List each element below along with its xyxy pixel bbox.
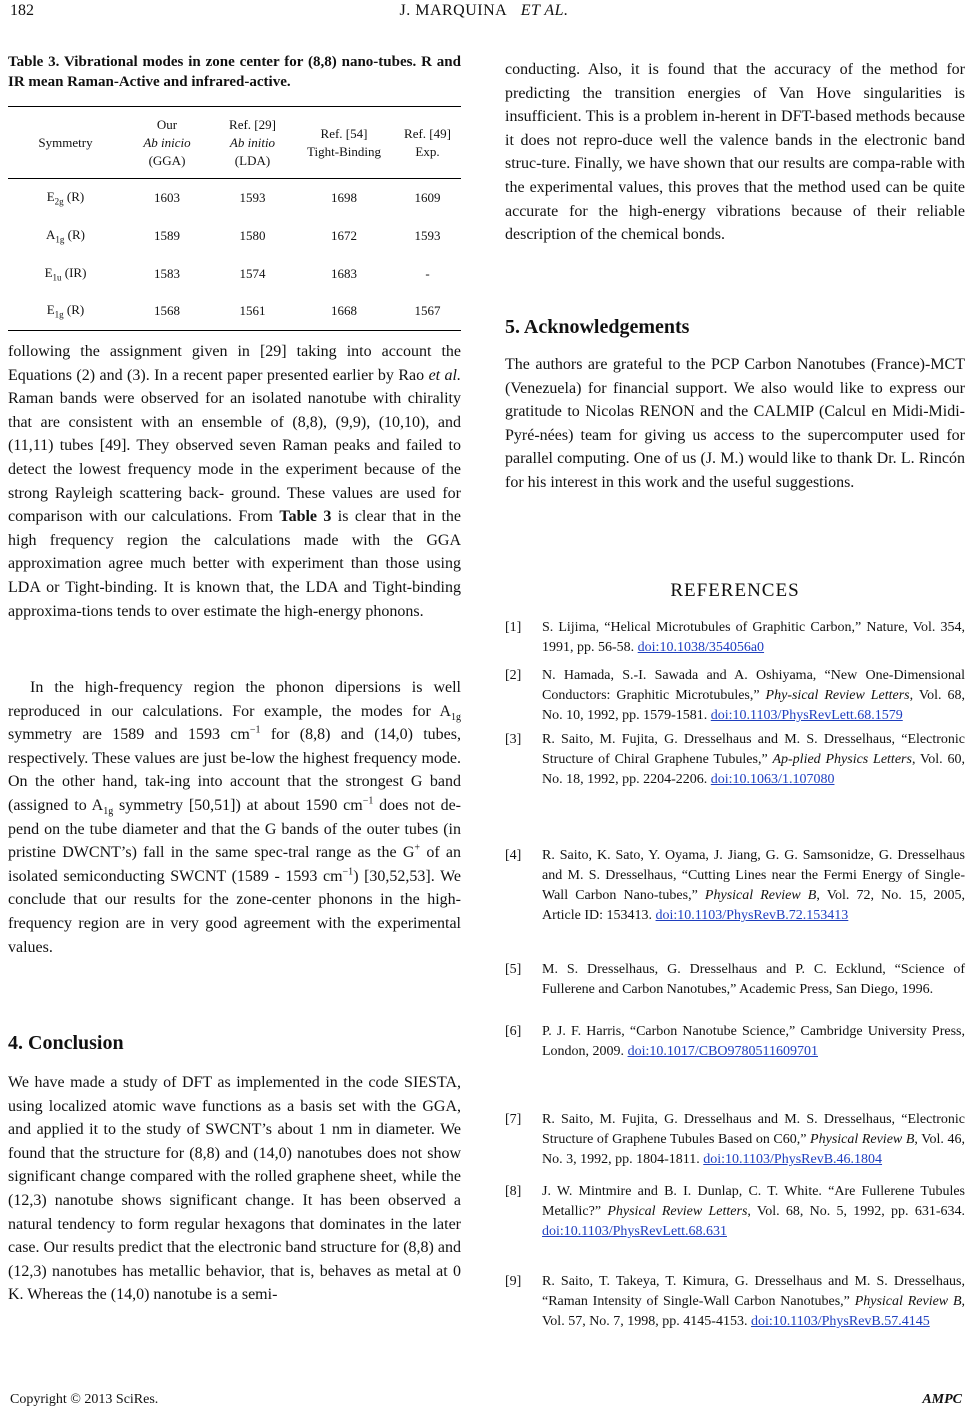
- body-paragraph-continued: conducting. Also, it is found that the accuracy of the method for predicting the transition energies of Van Hove singularities is insufficient. This is a problem in-herent in DFT-based methods because it does not repro-duce well the valence bands in the electronic band struc-ture. Finally, we have shown that our results are compa-rable with the experimental values, this proves that the method used can be quite accurate for the high-energy vibrations because of their reliable description of the chemical bonds.: [505, 61, 965, 244]
- doi-link[interactable]: doi:10.1063/1.107080: [710, 772, 835, 787]
- vibrational-modes-table: [8, 106, 461, 331]
- cell-our: 1603: [154, 189, 180, 205]
- table-row: [8, 179, 461, 217]
- table-row: [8, 293, 461, 331]
- table-row: [8, 217, 461, 255]
- cell-ref49: 1593: [414, 227, 441, 243]
- running-head-etal: ET AL.: [520, 2, 569, 19]
- page-number: 182: [10, 2, 34, 19]
- doi-link[interactable]: doi:10.1103/PhysRevB.72.153413: [655, 908, 849, 923]
- cell-ref54: 1683: [331, 265, 357, 281]
- cell-ref54: 1672: [331, 227, 357, 243]
- cell-ref29: 1574: [239, 265, 266, 281]
- conclusion-heading: 4. Conclusion: [8, 1032, 124, 1054]
- header-symmetry: Symmetry: [38, 134, 93, 150]
- cell-ref49: 1567: [414, 303, 441, 319]
- table-header-row: [8, 107, 461, 179]
- table-caption: Table 3. Vibrational modes in zone center for (8,8) nano-tubes. R and IR mean Raman-Active and infrared-active.: [8, 54, 461, 90]
- copyright-notice: Copyright © 2013 SciRes.: [10, 1392, 159, 1407]
- header-our: Our Ab inicio (GGA): [143, 116, 191, 168]
- table-row: [8, 255, 461, 293]
- doi-link[interactable]: doi:10.1017/CBO9780511609701: [627, 1044, 818, 1059]
- doi-link[interactable]: doi:10.1103/PhysRevB.57.4145: [750, 1314, 930, 1329]
- doi-link[interactable]: doi:10.1103/PhysRevLett.68.631: [542, 1224, 727, 1239]
- doi-link[interactable]: doi:10.1103/PhysRevLett.68.1579: [710, 708, 903, 723]
- body-paragraph-2: In the high-frequency region the phonon dipersions is well reproduced in our calculations. For example, the modes for $A_{1g}$ symmetry are 1589 and 1593 $cm^{-1}$ for (8,8) and (14,0) tubes, respectively. These values are just be-low the highest frequency mode. On the other hand, tak-ing into account that the strongest G band (assigned to $A_{1g}$ symmetry [50,51]) at about 1590 $cm^{-1}$ does not de-pend on the tube diameter and that the G bands of the outer tubes (in pristine DWCNT’s) fall in the same spec-tral range as the G+ of an isolated semiconducting SWCNT (1589 - 1593 $cm^{-1}$) [30,52,53]. We conclude that our results for the zone-center phonons in the high-frequency region are in very good agreement with the experimental values.: [8, 679, 462, 956]
- cell-ref49: 1609: [414, 189, 441, 205]
- cell-ref49: -: [425, 265, 430, 281]
- references-heading: REFERENCES: [670, 580, 800, 601]
- header-ref54: Ref. [54] Tight-Binding: [307, 125, 381, 159]
- acknowledgements-paragraph: The authors are grateful to the PCP Carbon Nanotubes (France)-MCT (Venezuela) for financial support. We also would like to express our gratitude to Nicolas RENON and the CALMIP (Calcul en Midi-Midi-Pyré-nées) team for giving us access to the supercomputer used for parallel computing. One of us (J. M.) would like to thank Dr. L. Rincón for his interest in this work and the useful suggestions.: [505, 356, 965, 491]
- doi-link[interactable]: doi:10.1103/PhysRevB.46.1804: [703, 1152, 883, 1167]
- cell-ref29: 1593: [239, 189, 266, 205]
- acknowledgements-heading: 5. Acknowledgements: [505, 316, 690, 338]
- running-head: [0, 2, 968, 20]
- cell-our: 1568: [154, 303, 180, 319]
- cell-ref29: 1561: [239, 303, 266, 319]
- cell-symmetry: $E_{1g}$ (R): [46, 302, 85, 321]
- cell-our: 1583: [154, 265, 180, 281]
- body-paragraph-1: following the assignment given in [29] taking into account the Equations (2) and (3). In a recent paper presented earlier by Rao et al. Raman bands were observed for an isolated nanotube with chirality that are consistent with an ensemble of (8,8), (9,9), (10,10), and (11,11) tubes [49]. They observed seven Raman peaks and failed to detect the lowest frequency mode in the experiment because of the strong Rayleigh scattering back- ground. These values are used for comparison with our calculations. From Table 3 is clear that in the high frequency region the calculations made with the GGA approximation agree much better with experiment than those using LDA or Tight-binding. It is known that, the LDA and Tight-binding approxima-tions tends to over estimate the high-energy phonons.: [8, 343, 462, 620]
- cell-ref54: 1698: [331, 189, 357, 205]
- header-ref49: Ref. [49] Exp.: [404, 125, 451, 159]
- cell-ref54: 1668: [331, 303, 357, 319]
- running-head-author: J. MARQUINA: [399, 2, 508, 19]
- cell-symmetry: $A_{1g}$ (R): [46, 226, 85, 245]
- doi-link[interactable]: doi:10.1038/354056a0: [637, 640, 765, 655]
- cell-our: 1589: [154, 227, 180, 243]
- conclusion-paragraph: We have made a study of DFT as implemented in the code SIESTA, using localized atomic wave functions as a basis set with the GGA, and applied it to the study of SWCNT’s about 1 nm in diameter. We found that the structure for (8,8) and (14,0) nanotubes does not show significant change compared with the rolled graphene sheet, while the (12,3) nanotube shows significant change. It has been observed a natural tendency to form regular hexagons that dominates in the later case. Our results predict that the electronic band structure for (8,8) and (12,3) nanotubes has metallic behavior, that is, behaves as metal at 0 K. Whereas the (14,0) nanotube is a semi-: [8, 1074, 461, 1304]
- running-header: [0, 0, 968, 30]
- cell-ref29: 1580: [239, 227, 266, 243]
- header-ref29: Ref. [29] Ab initio (LDA): [229, 116, 276, 168]
- cell-symmetry: $E_{2g}$ (R): [46, 188, 85, 207]
- journal-abbrev: AMPC: [922, 1392, 962, 1407]
- cell-symmetry: $E_{1u}$ (IR): [44, 264, 87, 283]
